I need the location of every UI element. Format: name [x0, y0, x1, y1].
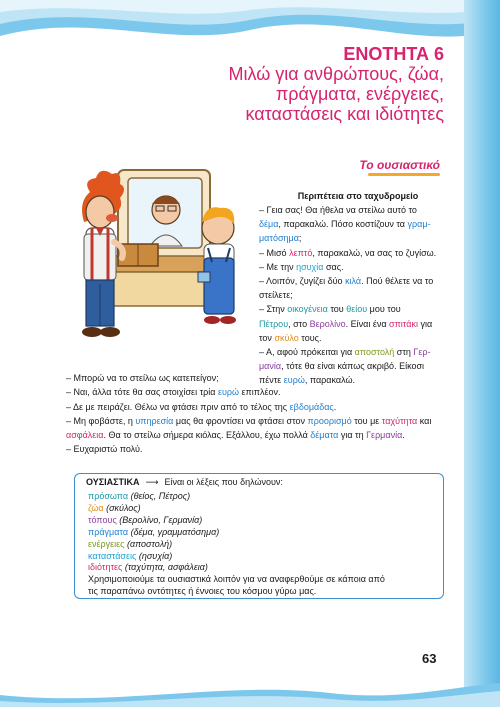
- info-box-closing: τις παραπάνω οντότητες ή έννοιες του κόσμου γύρω μας.: [88, 586, 317, 597]
- info-box-label: ΟΥΣΙΑΣΤΙΚΑ: [86, 477, 140, 487]
- noun-highlight: ασφάλεια: [66, 430, 104, 441]
- story-dialogue-lower: [66, 371, 452, 457]
- story-line: [259, 260, 445, 274]
- story-line: [66, 371, 452, 385]
- category-example: (δέμα, γραμματόσημα): [128, 526, 220, 537]
- story-text: , τότε θα είναι κάπως ακριβό. Είκοσι: [281, 361, 425, 372]
- arrow-right-icon: ⟶: [145, 477, 159, 487]
- noun-highlight: λεπτό: [289, 247, 313, 258]
- story-text: , στο: [288, 318, 310, 329]
- story-text: σας.: [323, 261, 344, 272]
- list-item: [88, 551, 428, 563]
- story-text: ;: [298, 233, 302, 244]
- story-line: [66, 414, 452, 428]
- story-text: .: [402, 430, 405, 441]
- category-term: τόπους: [88, 514, 117, 525]
- story-text: . Θα το στείλω σήμερα κιόλας. Εξάλλου, έχω πολλά: [103, 430, 311, 441]
- story-text: .: [333, 401, 337, 412]
- story-text: τον: [259, 332, 275, 343]
- noun-highlight: ησυχία: [296, 261, 324, 272]
- right-blue-frame: [464, 0, 500, 707]
- noun-highlight: ευρώ: [283, 375, 305, 386]
- story-text: για: [417, 318, 433, 329]
- bottom-wave-decoration: [0, 667, 500, 707]
- list-item: [88, 562, 428, 574]
- story-text: , παρακαλώ.: [304, 375, 355, 386]
- noun-highlight: υπηρεσία: [135, 415, 174, 426]
- category-example: (ταχύτητα, ασφάλεια): [122, 562, 208, 573]
- story-line: [66, 385, 452, 399]
- story-line: [259, 203, 445, 217]
- noun-highlight: σπιτάκι: [389, 318, 418, 329]
- category-example: (θείος, Πέτρος): [128, 491, 191, 501]
- noun-highlight: αποστολή: [354, 347, 395, 358]
- info-box-heading: [86, 477, 283, 488]
- info-box-intro: Είναι οι λέξεις που δηλώνουν:: [164, 477, 283, 487]
- list-item: [88, 539, 428, 551]
- story-text: – Γεια σας! Θα ήθελα να στείλω αυτό το: [259, 205, 417, 215]
- story-line: [259, 288, 445, 302]
- section-title: Το ουσιαστικό: [359, 158, 440, 172]
- list-item: [88, 503, 428, 515]
- noun-highlight: μανία: [259, 361, 282, 372]
- info-box-closing: Χρησιμοποιούμε τα ουσιαστικά λοιπόν για να αναφερθούμε σε κάποια από: [88, 574, 385, 585]
- category-example: (σκύλος): [103, 502, 141, 513]
- category-term: πράγματα: [88, 526, 129, 537]
- story-line: [259, 246, 445, 260]
- story-text: – Μπορώ να το στείλω ως κατεπείγον;: [66, 373, 219, 383]
- noun-highlight: ματόσημα: [259, 233, 299, 244]
- story-text: – Δε με πειράζει. Θέλω να φτάσει πριν από το τέλος της: [66, 401, 290, 412]
- noun-highlight: κιλά: [345, 276, 362, 287]
- story-line: [259, 231, 445, 245]
- story-text: του: [327, 304, 347, 315]
- story-text: – Με την: [259, 261, 297, 272]
- story-line: [259, 345, 445, 359]
- story-line: [259, 274, 445, 288]
- category-term: πρόσωπα: [88, 491, 129, 501]
- category-term: καταστάσεις: [88, 550, 137, 561]
- story-text: . Πού θέλετε να το: [361, 276, 434, 287]
- story-text: – Λοιπόν, ζυγίζει δύο: [259, 276, 346, 287]
- noun-highlight: Γερ-: [413, 347, 431, 358]
- category-term: ζώα: [88, 502, 104, 513]
- post-office-illustration: [66, 162, 242, 358]
- story-text: και: [417, 415, 432, 426]
- story-text: του με: [351, 415, 382, 426]
- page-number: 63: [422, 651, 437, 666]
- story-line: [259, 302, 445, 316]
- noun-highlight: ταχύτητα: [381, 415, 418, 426]
- noun-highlight: Βερολίνο: [309, 318, 346, 329]
- category-term: ενέργειες: [88, 538, 125, 549]
- story-line: [66, 400, 452, 414]
- story-text: – Μη φοβάστε, η: [66, 415, 136, 426]
- category-example: (Βερολίνο, Γερμανία): [116, 514, 203, 525]
- story-text: επιπλέον.: [239, 387, 281, 398]
- story-text: – Ναι, άλλα τότε θα σας στοιχίσει τρία: [66, 387, 218, 398]
- category-term: ιδιότητες: [88, 562, 123, 573]
- unit-number: ΕΝΟΤΗΤΑ 6: [343, 44, 444, 64]
- story-text: – Α, αφού πρόκειται για: [259, 347, 355, 358]
- unit-subtitle-line-1: Μιλώ για ανθρώπους, ζώα,: [228, 64, 444, 84]
- noun-highlight: ευρώ: [217, 387, 240, 398]
- story-text: – Μισό: [259, 247, 290, 258]
- story-title: Περιπέτεια στο ταχυδρομείο: [297, 191, 419, 201]
- story-text: πέντε: [259, 375, 284, 386]
- list-item: [88, 515, 428, 527]
- story-text: μας θα φροντίσει να φτάσει στον: [173, 415, 308, 426]
- noun-highlight: εβδομάδας: [289, 401, 334, 412]
- story-dialogue-upper: [259, 203, 445, 388]
- noun-highlight: Γερμανία: [366, 430, 403, 441]
- story-text: . Είναι ένα: [345, 318, 390, 329]
- story-text: , παρακαλώ, να σας το ζυγίσω.: [312, 247, 437, 258]
- category-example: (ησυχία): [136, 550, 173, 561]
- story-line: [66, 442, 452, 456]
- noun-highlight: δέματα: [310, 430, 339, 441]
- story-text: τους.: [298, 332, 322, 343]
- info-box-list: [88, 491, 428, 598]
- noun-highlight: Πέτρου: [259, 318, 289, 329]
- story-line: [259, 217, 445, 231]
- list-item: [88, 491, 428, 503]
- section-title-underline: [368, 173, 440, 176]
- unit-heading: [228, 44, 444, 124]
- story-line: [66, 428, 452, 442]
- category-example: (αποστολή): [124, 538, 173, 549]
- unit-subtitle-line-3: καταστάσεις και ιδιότητες: [245, 104, 444, 124]
- noun-highlight: οικογένεια: [287, 304, 328, 315]
- story-text: μου του: [367, 304, 401, 315]
- story-line: [259, 317, 445, 331]
- noun-highlight: προορισμό: [307, 415, 352, 426]
- unit-subtitle-line-2: πράγματα, ενέργειες,: [275, 84, 444, 104]
- story-text: , παρακαλώ. Πόσο κοστίζουν τα: [278, 219, 408, 230]
- story-line: [259, 331, 445, 345]
- story-text: – Ευχαριστώ πολύ.: [66, 444, 143, 455]
- story-text: στείλετε;: [259, 290, 293, 301]
- list-item: [88, 527, 428, 539]
- story-text: – Στην: [259, 304, 288, 315]
- story-text: για τη: [338, 430, 367, 441]
- noun-highlight: σκύλο: [274, 332, 299, 343]
- story-text: στη: [394, 347, 414, 358]
- noun-highlight: γραμ-: [407, 219, 431, 230]
- noun-highlight: θείου: [346, 304, 368, 315]
- noun-highlight: δέμα: [259, 219, 279, 230]
